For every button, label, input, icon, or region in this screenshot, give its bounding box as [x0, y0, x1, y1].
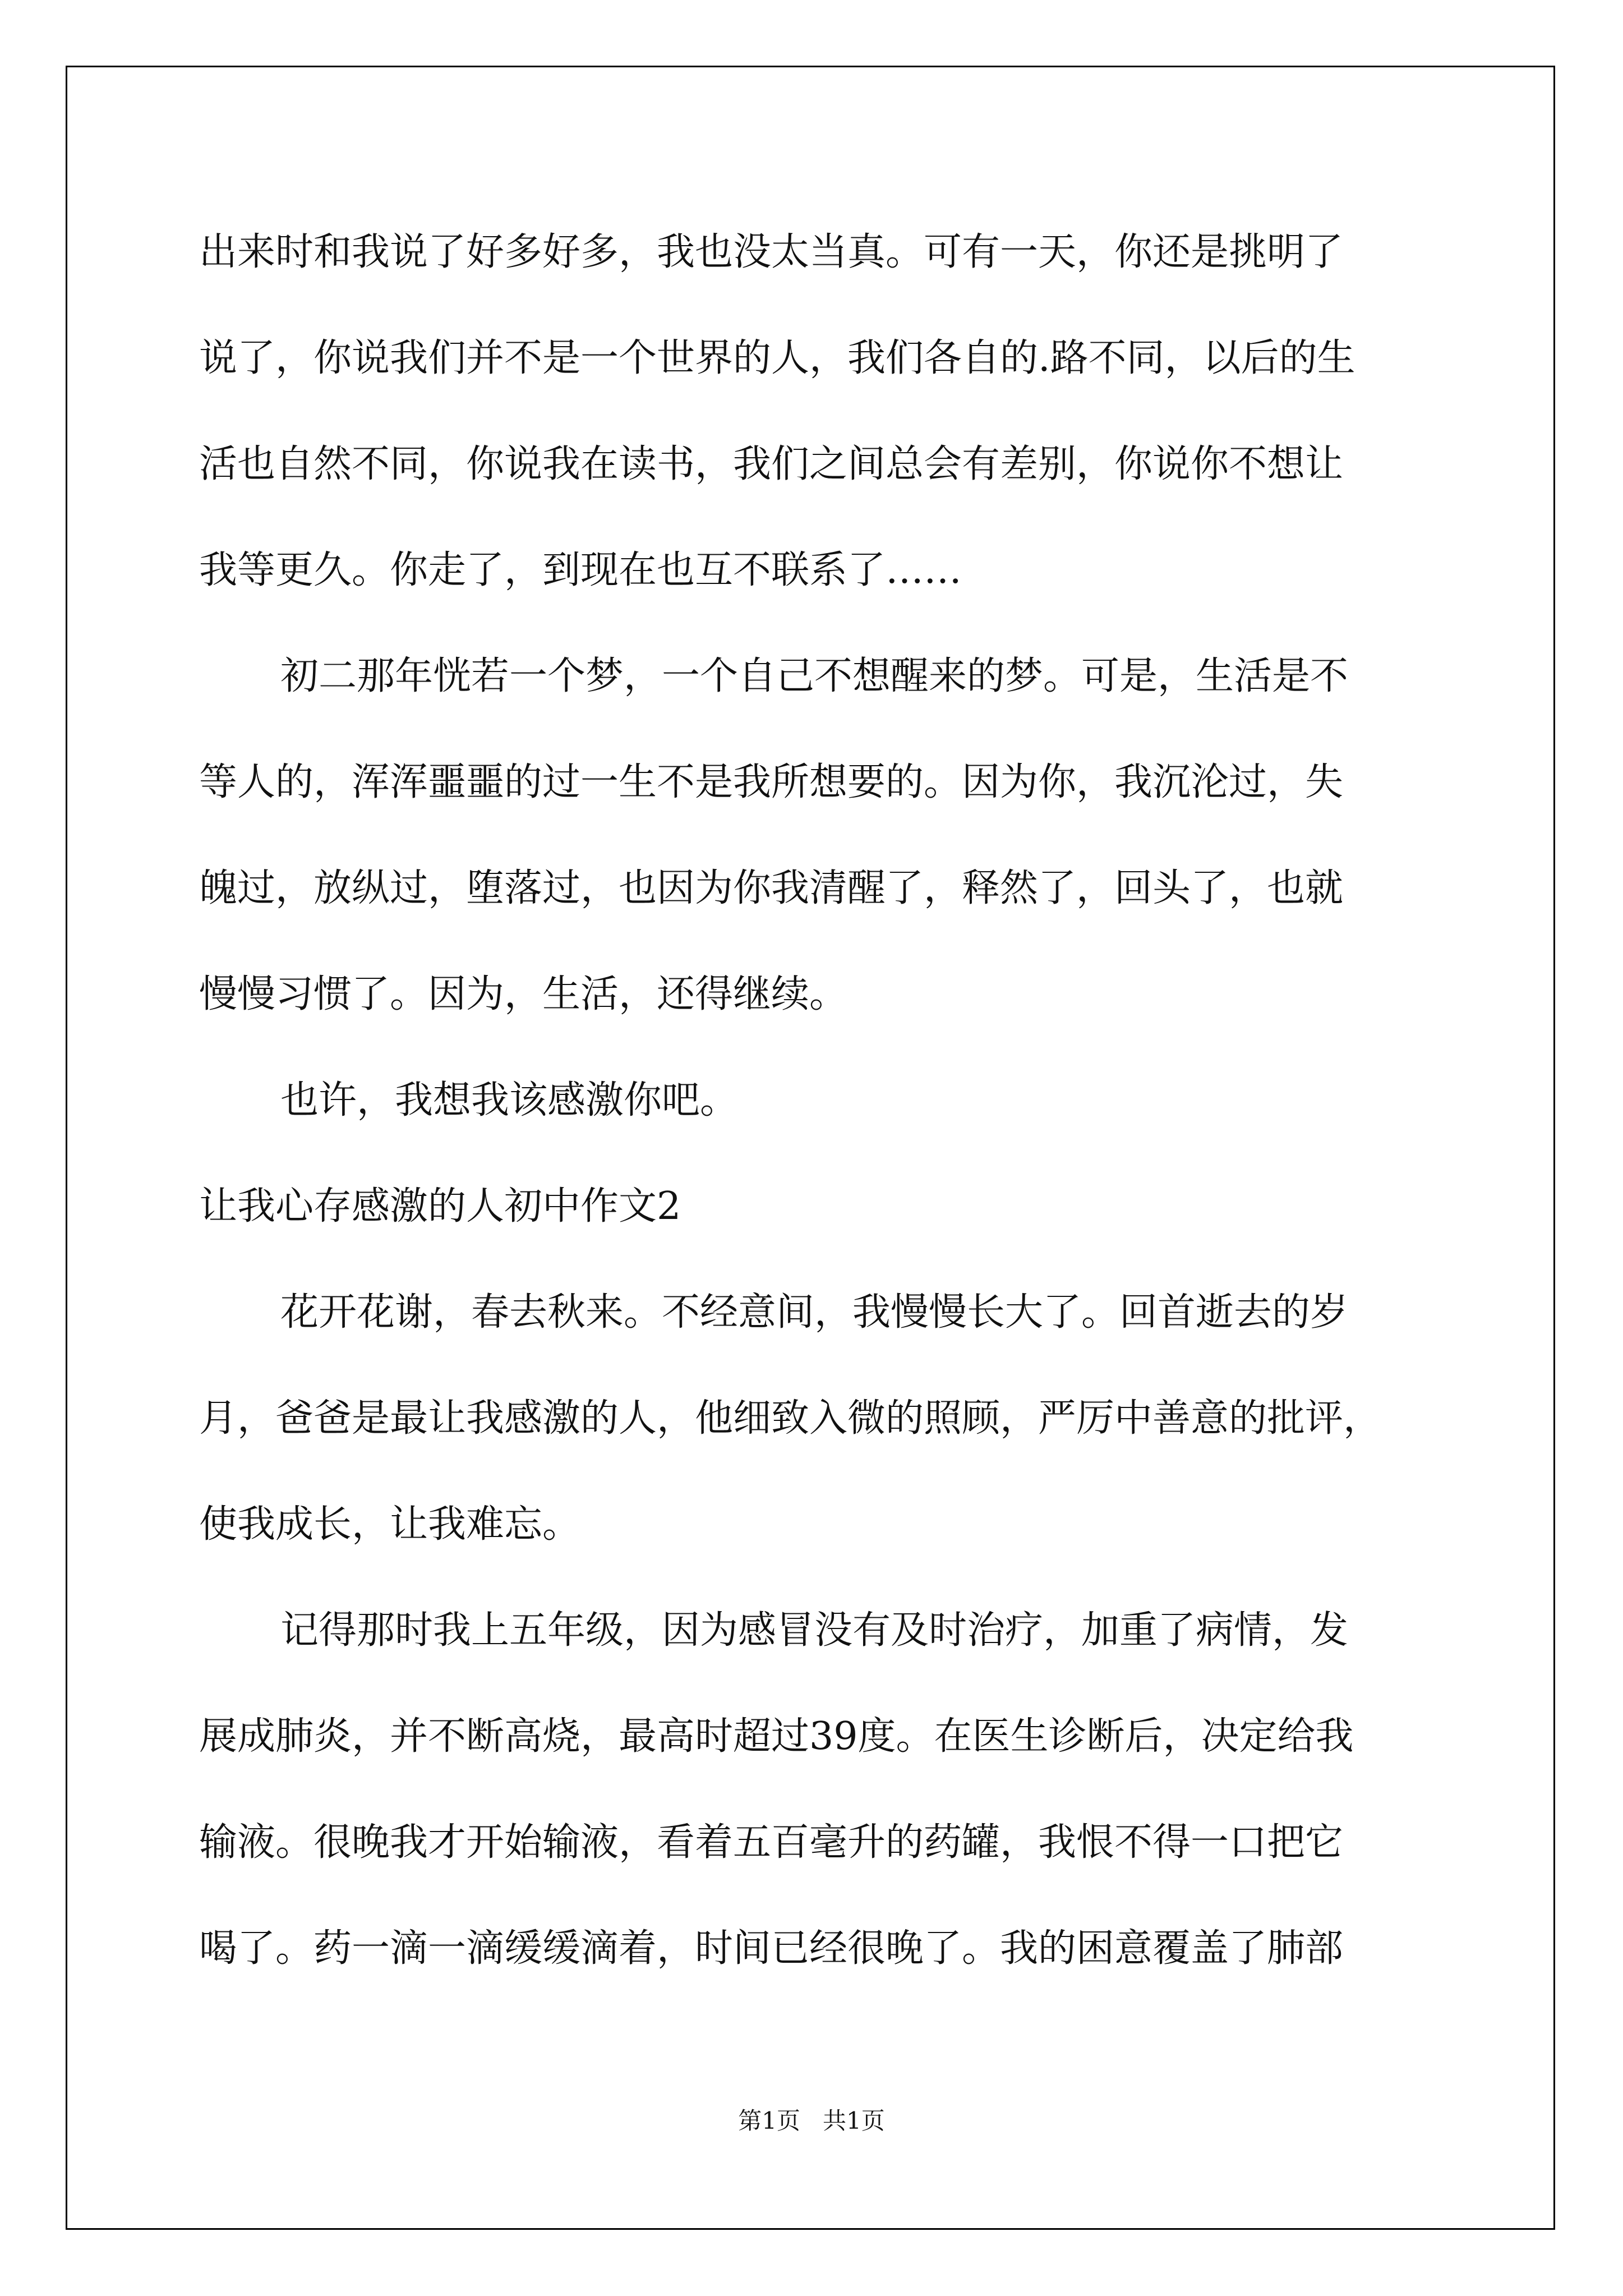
text-line: 说了，你说我们并不是一个世界的人，我们各自的.路不同，以后的生	[199, 336, 1355, 380]
paragraph	[199, 1259, 1433, 1577]
text-line: 出来时和我说了好多好多，我也没太当真。可有一天，你还是挑明了	[199, 230, 1344, 274]
paragraph	[199, 1577, 1433, 2001]
text-line: 也许，我想我该感激你吧。	[280, 1078, 739, 1122]
document-body	[199, 199, 1433, 2001]
text-line: 喝了。药一滴一滴缓缓滴着，时间已经很晚了。我的困意覆盖了肺部	[199, 1926, 1344, 1971]
text-line: 花开花谢，春去秋来。不经意间，我慢慢长大了。回首逝去的岁	[280, 1290, 1349, 1335]
paragraph	[199, 623, 1433, 1047]
text-line: 魄过，放纵过，堕落过，也因为你我清醒了，释然了，回头了，也就	[199, 866, 1344, 910]
text-line: 使我成长，让我难忘。	[199, 1502, 581, 1547]
text-line: 初二那年恍若一个梦，一个自己不想醒来的梦。可是，生活是不	[280, 654, 1349, 698]
paragraph	[199, 1047, 1433, 1153]
page-footer: 第1页 共1页	[738, 2107, 885, 2134]
paragraph	[199, 199, 1433, 623]
text-line: 记得那时我上五年级，因为感冒没有及时治疗，加重了病情，发	[280, 1608, 1349, 1653]
text-line: 活也自然不同，你说我在读书，我们之间总会有差别，你说你不想让	[199, 442, 1344, 486]
text-line: 我等更久。你走了，到现在也互不联系了……	[199, 548, 962, 592]
text-line: 等人的，浑浑噩噩的过一生不是我所想要的。因为你，我沉沦过，失	[199, 760, 1344, 804]
section-heading: 让我心存感激的人初中作文2	[199, 1184, 681, 1228]
text-line: 月，爸爸是最让我感激的人，他细致入微的照顾，严厉中善意的批评，	[199, 1396, 1382, 1441]
text-line: 展成肺炎，并不断高烧，最高时超过39度。在医生诊断后，决定给我	[199, 1714, 1354, 1759]
text-line: 慢慢习惯了。因为，生活，还得继续。	[199, 972, 848, 1016]
text-line: 输液。很晚我才开始输液，看着五百毫升的药罐，我恨不得一口把它	[199, 1820, 1344, 1865]
